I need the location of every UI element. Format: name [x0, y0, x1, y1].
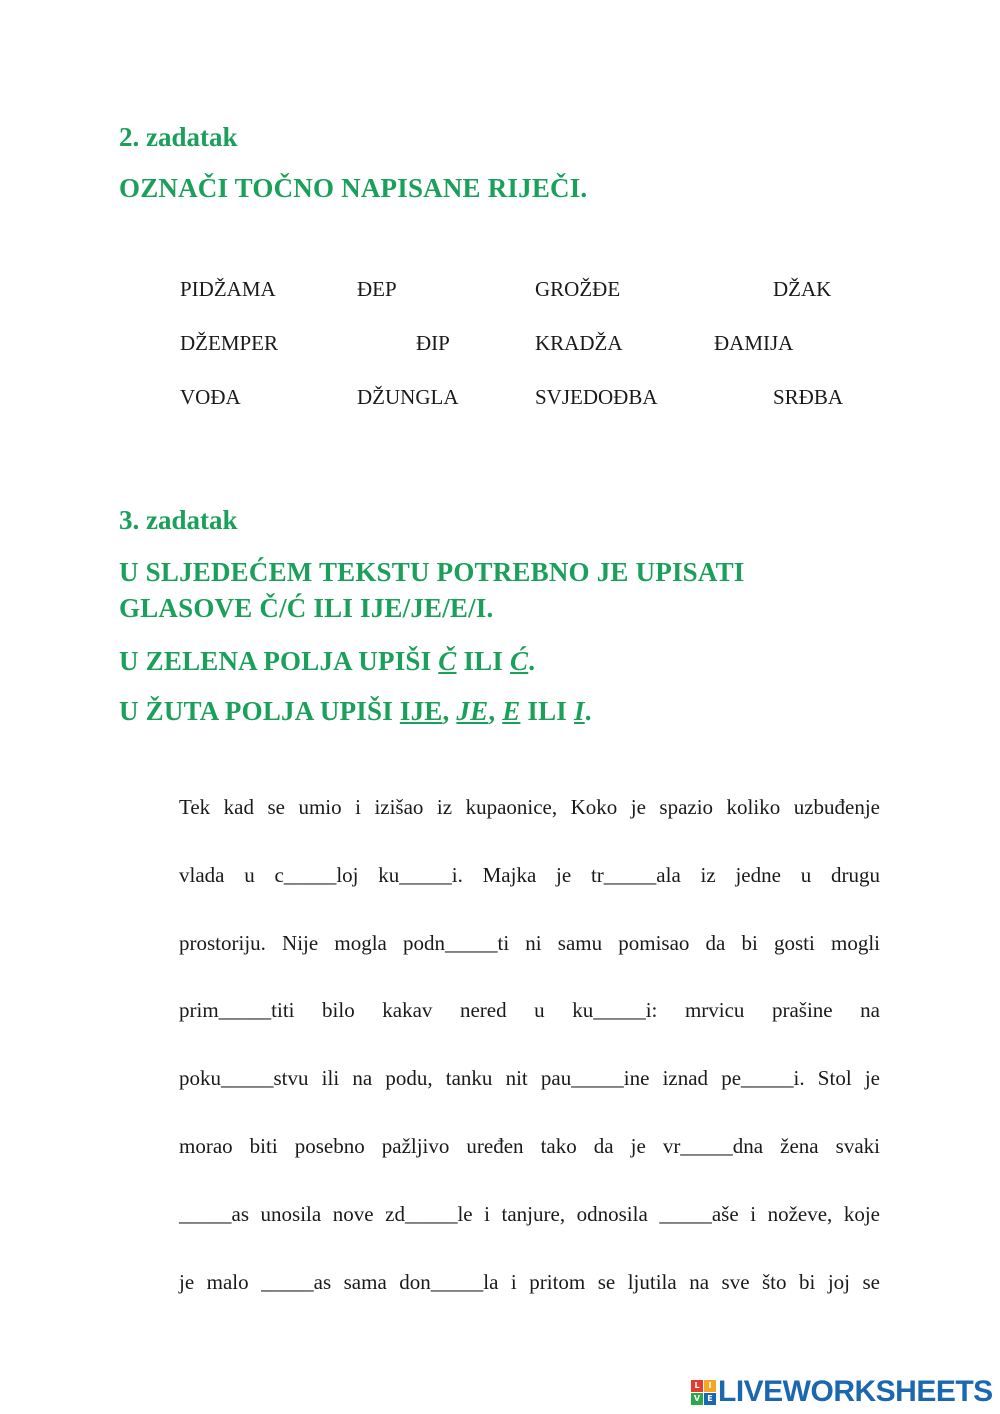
word-dip[interactable]: ĐIP [416, 331, 450, 355]
task3-title: 3. zadatak [119, 505, 238, 535]
logo-cube-i: I [704, 1380, 716, 1392]
word-dzak[interactable]: DŽAK [773, 277, 832, 301]
word-dep[interactable]: ĐEP [357, 277, 397, 301]
green-fields-instruction [119, 643, 535, 679]
logo-cubes-icon [691, 1380, 716, 1405]
text-line-4[interactable]: prim_____titi bilo kakav nered u ku_____i: mrvicu prašine na [179, 998, 880, 1023]
yellow-fields-instruction [119, 693, 592, 729]
text-line-5[interactable]: poku_____stvu ili na podu, tanku nit pau_____ine iznad pe_____i. Stol je [179, 1066, 880, 1091]
task3-instruction-line1: U SLJEDEĆEM TEKSTU POTREBNO JE UPISATI [119, 557, 745, 587]
logo-cube-v: V [691, 1393, 703, 1405]
word-voda[interactable]: VOĐA [180, 385, 241, 409]
exercise-text [179, 774, 880, 1316]
green-option-c-caron: Č [438, 646, 457, 676]
logo-cube-e: E [704, 1393, 716, 1405]
yellow-option-e: E [502, 696, 521, 726]
text-line-7[interactable]: _____as unosila nove zd_____le i tanjure, odnosila _____aše i noževe, koje [179, 1201, 880, 1226]
yellow-sep2: , [488, 696, 503, 726]
word-srdba[interactable]: SRĐBA [773, 385, 844, 409]
task2-title: 2. zadatak [119, 122, 238, 152]
green-fields-suffix: . [528, 646, 536, 676]
yellow-option-ije: IJE [399, 696, 443, 726]
word-grozde[interactable]: GROŽĐE [535, 277, 621, 301]
yellow-option-je: JE [456, 696, 489, 726]
task2-instruction: OZNAČI TOČNO NAPISANE RIJEČI. [119, 173, 588, 203]
yellow-option-i: I [573, 696, 585, 726]
yellow-fields-middle: ILI [520, 696, 574, 726]
logo-text: LIVEWORKSHEETS [718, 1375, 993, 1408]
text-line-8[interactable]: je malo _____as sama don_____la i pritom se ljutila na sve što bi joj se [179, 1269, 880, 1294]
word-svjedodba[interactable]: SVJEDOĐBA [535, 385, 658, 409]
text-line-6[interactable]: morao biti posebno pažljivo uređen tako da je vr_____dna žena svaki [179, 1133, 880, 1158]
word-damija[interactable]: ĐAMIJA [714, 331, 794, 355]
word-dzemper[interactable]: DŽEMPER [180, 331, 279, 355]
word-dzungla[interactable]: DŽUNGLA [357, 385, 459, 409]
logo-cube-l: L [691, 1380, 703, 1392]
text-line-1: Tek kad se umio i izišao iz kupaonice, Koko je spazio koliko uzbuđenje [179, 795, 880, 819]
word-kradza[interactable]: KRADŽA [535, 331, 623, 355]
task3-instruction-line2: GLASOVE Č/Ć ILI IJE/JE/E/I. [119, 593, 494, 623]
green-fields-middle: ILI [456, 646, 511, 676]
word-pidzama[interactable]: PIDŽAMA [180, 277, 276, 301]
yellow-fields-suffix: . [584, 696, 592, 726]
liveworksheets-logo [691, 1375, 993, 1409]
task3-instruction [119, 554, 745, 626]
yellow-sep1: , [442, 696, 457, 726]
text-line-2[interactable]: vlada u c_____loj ku_____i. Majka je tr_____ala iz jedne u drugu [179, 862, 880, 887]
yellow-fields-prefix: U ŽUTA POLJA UPIŠI [119, 696, 400, 726]
green-fields-prefix: U ZELENA POLJA UPIŠI [119, 646, 439, 676]
green-option-c-acute: Ć [510, 646, 529, 676]
text-line-3[interactable]: prostoriju. Nije mogla podn_____ti ni samu pomisao da bi gosti mogli [179, 930, 880, 955]
